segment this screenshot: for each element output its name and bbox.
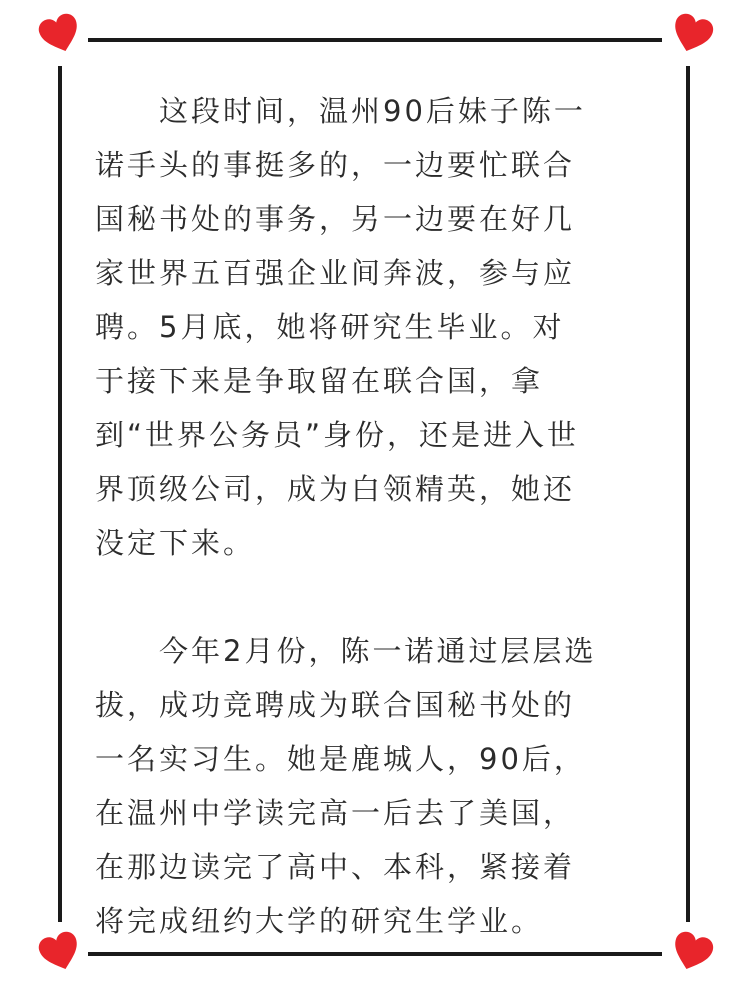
text-line: 家世界五百强企业间奔波，参与应 — [95, 256, 576, 290]
text-line: 这段时间，温州90后妹子陈一 — [95, 94, 586, 128]
text-line: 没定下来。 — [95, 526, 256, 560]
paragraph-1 — [95, 84, 655, 570]
heart-icon — [664, 6, 719, 61]
frame-bottom-line — [88, 952, 662, 956]
heart-icon — [32, 924, 87, 979]
frame-left-line — [58, 66, 62, 922]
text-line: 国秘书处的事务，另一边要在好几 — [95, 202, 576, 236]
text-line: 界顶级公司，成为白领精英，她还 — [95, 472, 576, 506]
text-line: 于接下来是争取留在联合国，拿 — [95, 364, 544, 398]
article-body — [95, 84, 655, 948]
paragraph-gap — [95, 570, 655, 624]
text-line: 诺手头的事挺多的，一边要忙联合 — [95, 148, 576, 182]
text-line: 将完成纽约大学的研究生学业。 — [95, 904, 544, 938]
text-line: 今年2月份，陈一诺通过层层选 — [95, 634, 597, 668]
text-line: 聘。5月底，她将研究生毕业。对 — [95, 310, 565, 344]
heart-icon — [32, 6, 87, 61]
paragraph-2 — [95, 624, 655, 948]
text-line: 拔，成功竞聘成为联合国秘书处的 — [95, 688, 576, 722]
heart-icon — [664, 924, 719, 979]
text-line: 到“世界公务员”身份，还是进入世 — [95, 418, 580, 452]
frame-right-line — [686, 66, 690, 922]
text-line: 在温州中学读完高一后去了美国， — [95, 796, 576, 830]
text-line: 一名实习生。她是鹿城人，90后， — [95, 742, 586, 776]
text-line: 在那边读完了高中、本科，紧接着 — [95, 850, 576, 884]
frame-top-line — [88, 38, 662, 42]
